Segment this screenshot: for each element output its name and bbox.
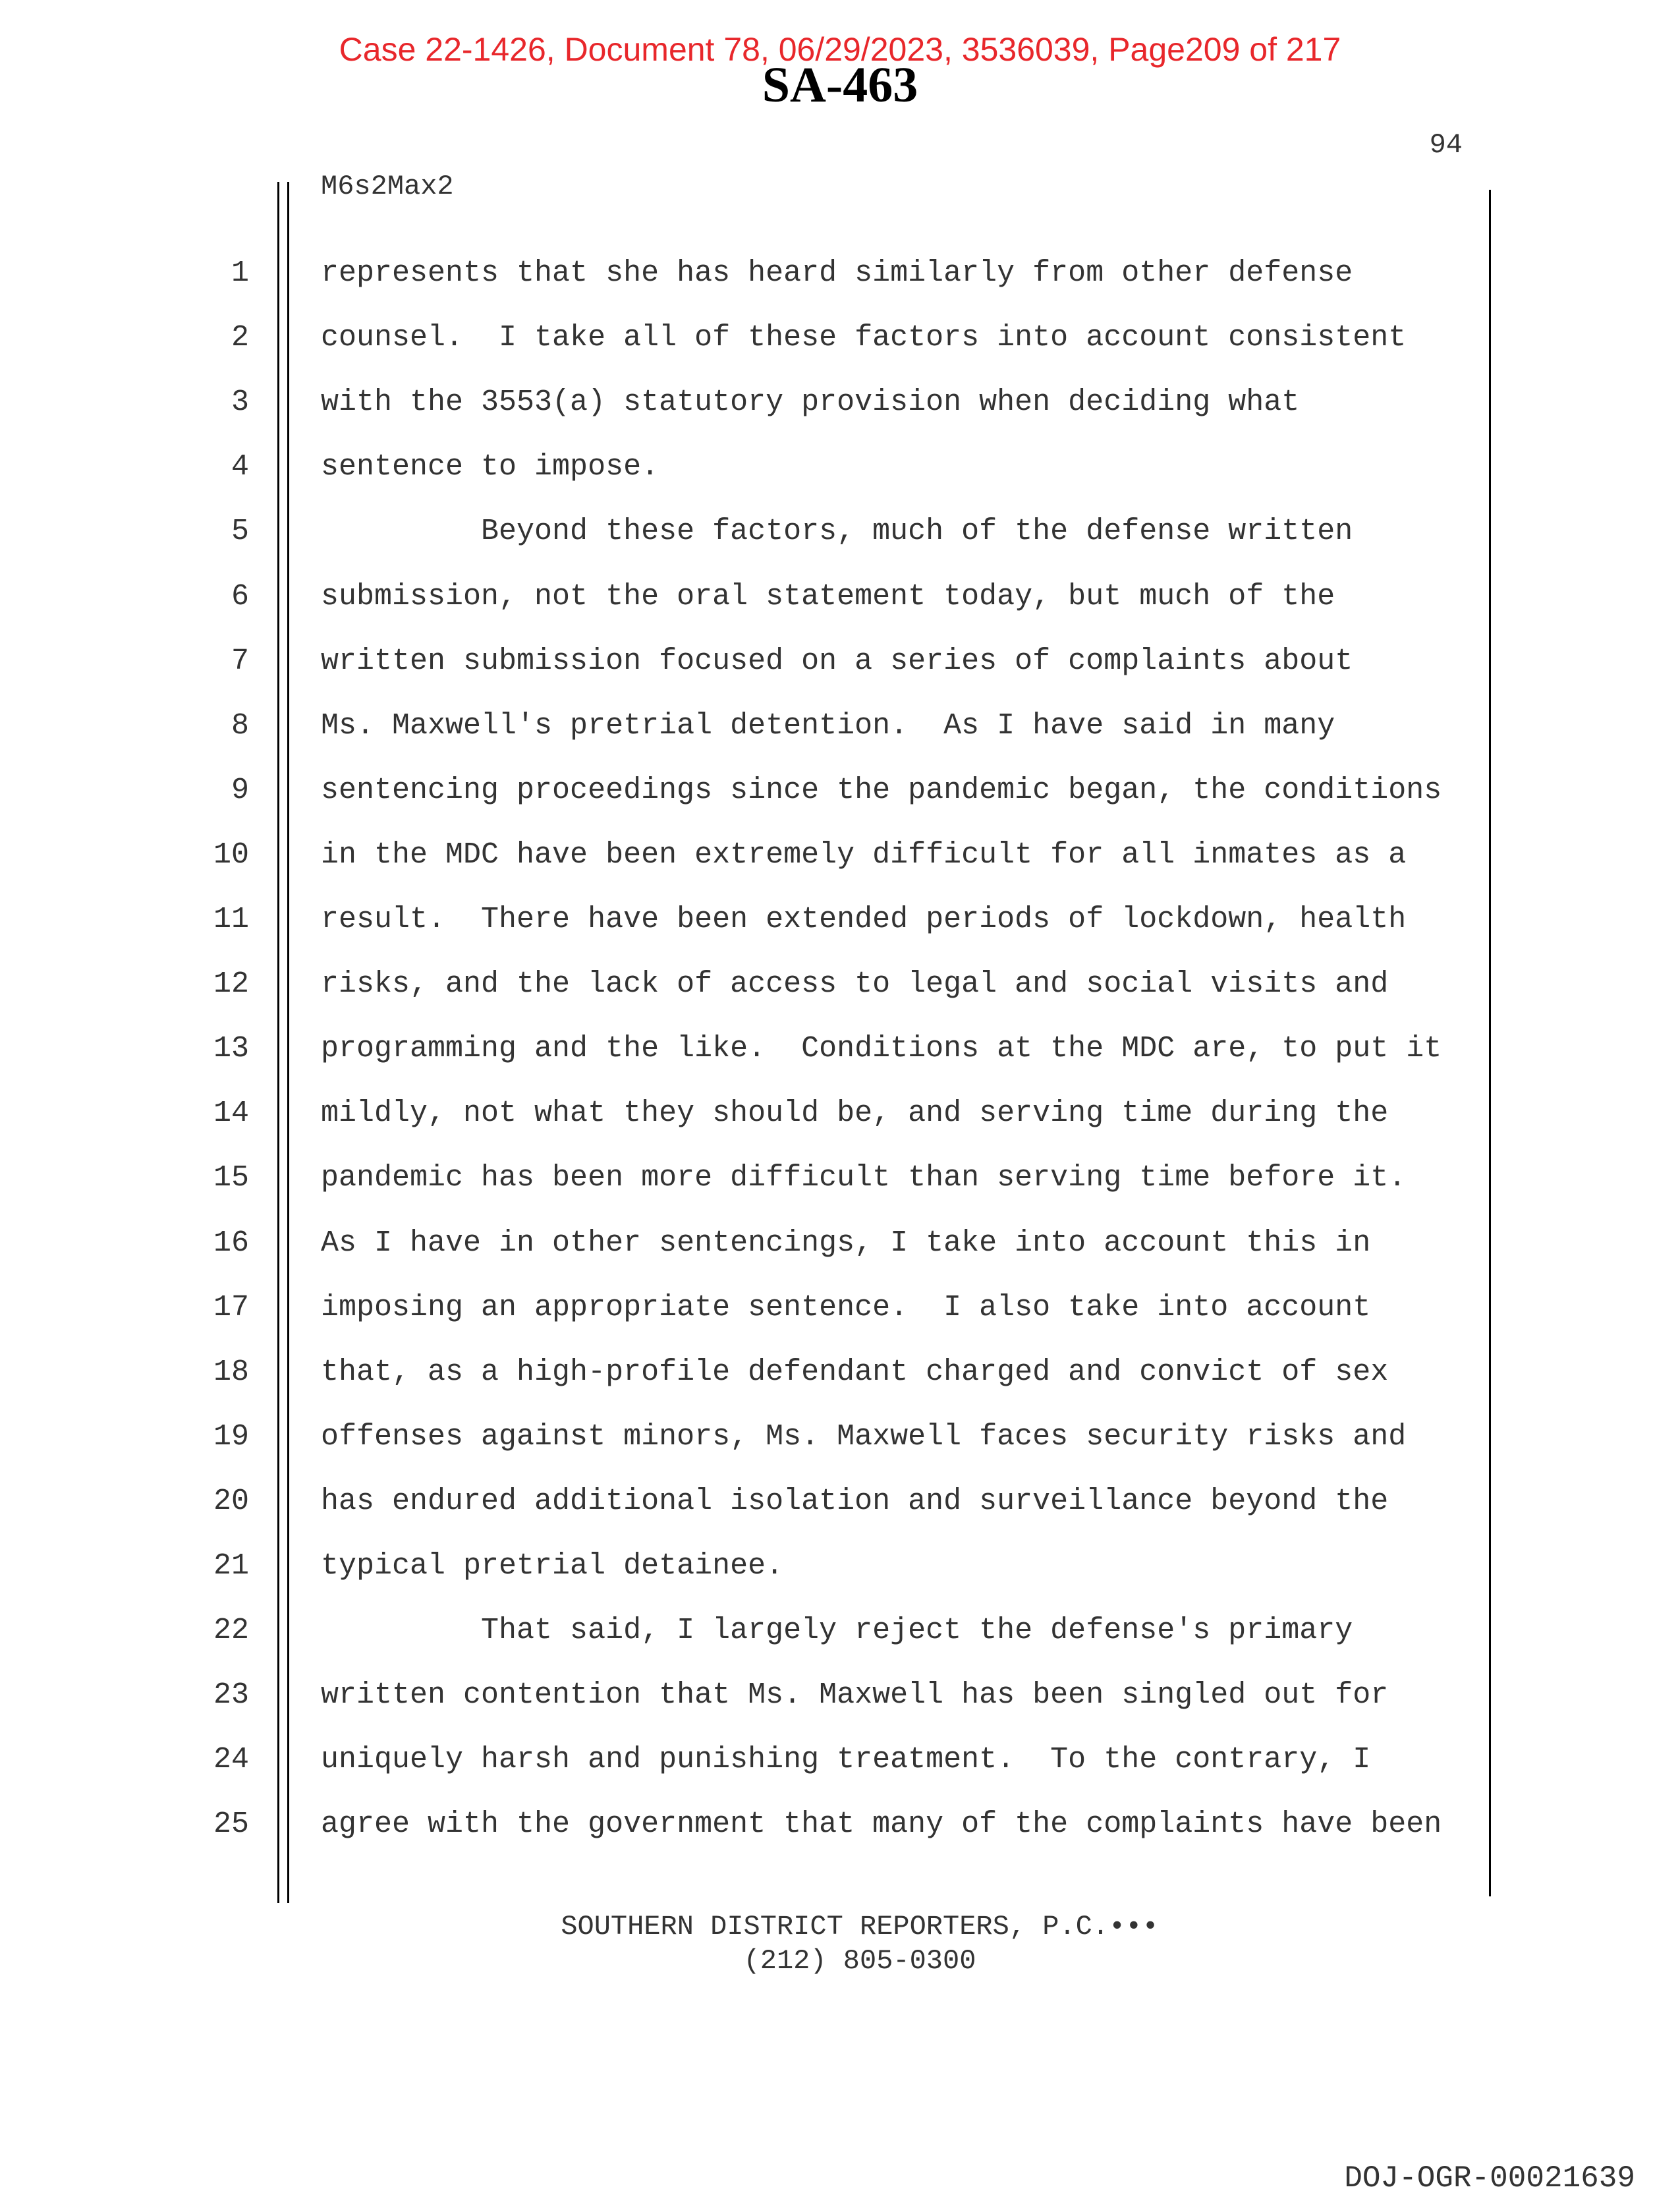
line-number: 7	[231, 644, 249, 678]
line-number: 11	[213, 903, 249, 936]
line-text: risks, and the lack of access to legal and social visits and	[321, 967, 1389, 1002]
line-number: 9	[231, 773, 249, 807]
line-text: written submission focused on a series of complaints about	[321, 644, 1353, 678]
line-number: 4	[231, 450, 249, 484]
transcript-line	[0, 771, 1680, 836]
transcript-line	[0, 965, 1680, 1029]
transcript-line	[0, 577, 1680, 642]
transcript-line	[0, 318, 1680, 383]
line-text: agree with the government that many of the complaints have been	[321, 1807, 1442, 1842]
line-text: typical pretrial detainee.	[321, 1549, 784, 1583]
line-text: As I have in other sentencings, I take into account this in	[321, 1226, 1371, 1260]
line-number: 25	[213, 1807, 249, 1842]
reporter-phone: (212) 805-0300	[743, 1945, 976, 1977]
transcript-line	[0, 447, 1680, 512]
line-text: in the MDC have been extremely difficult for all inmates as a	[321, 837, 1407, 872]
line-text: mildly, not what they should be, and serving time during the	[321, 1096, 1389, 1131]
line-number: 16	[213, 1226, 249, 1260]
line-number: 17	[213, 1290, 249, 1324]
line-text: Ms. Maxwell's pretrial detention. As I have said in many	[321, 708, 1335, 743]
line-text: result. There have been extended periods of lockdown, health	[321, 903, 1407, 936]
line-text: sentencing proceedings since the pandemic began, the conditions	[321, 773, 1442, 807]
line-number: 2	[231, 321, 249, 355]
transcript-line	[0, 383, 1680, 447]
case-filing-header: Case 22-1426, Document 78, 06/29/2023, 3536039, Page209 of 217	[339, 31, 1341, 68]
line-number: 6	[231, 579, 249, 613]
transcript-line	[0, 1740, 1680, 1805]
line-text: that, as a high-profile defendant charged and convict of sex	[321, 1355, 1389, 1389]
line-text: pandemic has been more difficult than serving time before it.	[321, 1161, 1407, 1195]
line-number: 15	[213, 1161, 249, 1195]
reporter-name: SOUTHERN DISTRICT REPORTERS, P.C.•••	[561, 1911, 1159, 1943]
line-number: 19	[213, 1419, 249, 1454]
line-text: written contention that Ms. Maxwell has been singled out for	[321, 1678, 1389, 1713]
line-number: 8	[231, 708, 249, 743]
line-number: 1	[231, 256, 249, 290]
transcript-line	[0, 1482, 1680, 1546]
line-text: Beyond these factors, much of the defense written	[321, 515, 1353, 549]
sa-page-number: SA-463	[762, 57, 918, 113]
line-number: 20	[213, 1484, 249, 1518]
line-text: programming and the like. Conditions at the MDC are, to put it	[321, 1032, 1442, 1066]
transcript-line	[0, 1288, 1680, 1353]
bates-number: DOJ-OGR-00021639	[1344, 2161, 1635, 2196]
transcript-line	[0, 1224, 1680, 1288]
line-text: counsel. I take all of these factors into account consistent	[321, 321, 1407, 355]
line-text: has endured additional isolation and surveillance beyond the	[321, 1484, 1389, 1518]
line-text: That said, I largely reject the defense's primary	[321, 1614, 1353, 1648]
line-number: 22	[213, 1614, 249, 1648]
line-text: represents that she has heard similarly from other defense	[321, 256, 1353, 290]
transcript-line	[0, 1546, 1680, 1611]
transcript-id: M6s2Max2	[321, 171, 454, 202]
transcript-page-number: 94	[1429, 129, 1463, 161]
transcript-line	[0, 254, 1680, 318]
line-number: 24	[213, 1743, 249, 1777]
line-number: 5	[231, 515, 249, 549]
transcript-line	[0, 1158, 1680, 1223]
transcript-line	[0, 1353, 1680, 1417]
transcript-line	[0, 512, 1680, 577]
line-text: imposing an appropriate sentence. I also take into account	[321, 1290, 1371, 1324]
transcript-line	[0, 836, 1680, 900]
line-number: 3	[231, 385, 249, 420]
line-text: uniquely harsh and punishing treatment. To the contrary, I	[321, 1743, 1371, 1777]
line-number: 13	[213, 1032, 249, 1066]
line-number: 21	[213, 1549, 249, 1583]
line-number: 18	[213, 1355, 249, 1389]
line-number: 14	[213, 1096, 249, 1131]
line-number: 23	[213, 1678, 249, 1713]
transcript-line	[0, 706, 1680, 771]
transcript-line	[0, 1611, 1680, 1676]
line-number: 10	[213, 837, 249, 872]
transcript-line	[0, 642, 1680, 706]
line-number: 12	[213, 967, 249, 1002]
transcript-line	[0, 1805, 1680, 1869]
line-text: submission, not the oral statement today, but much of the	[321, 579, 1335, 613]
transcript-line	[0, 900, 1680, 965]
transcript-line	[0, 1417, 1680, 1482]
transcript-line	[0, 1094, 1680, 1158]
transcript-line	[0, 1676, 1680, 1740]
line-text: offenses against minors, Ms. Maxwell faces security risks and	[321, 1419, 1407, 1454]
line-text: sentence to impose.	[321, 450, 659, 484]
line-text: with the 3553(a) statutory provision when deciding what	[321, 385, 1300, 420]
transcript-line	[0, 1029, 1680, 1094]
